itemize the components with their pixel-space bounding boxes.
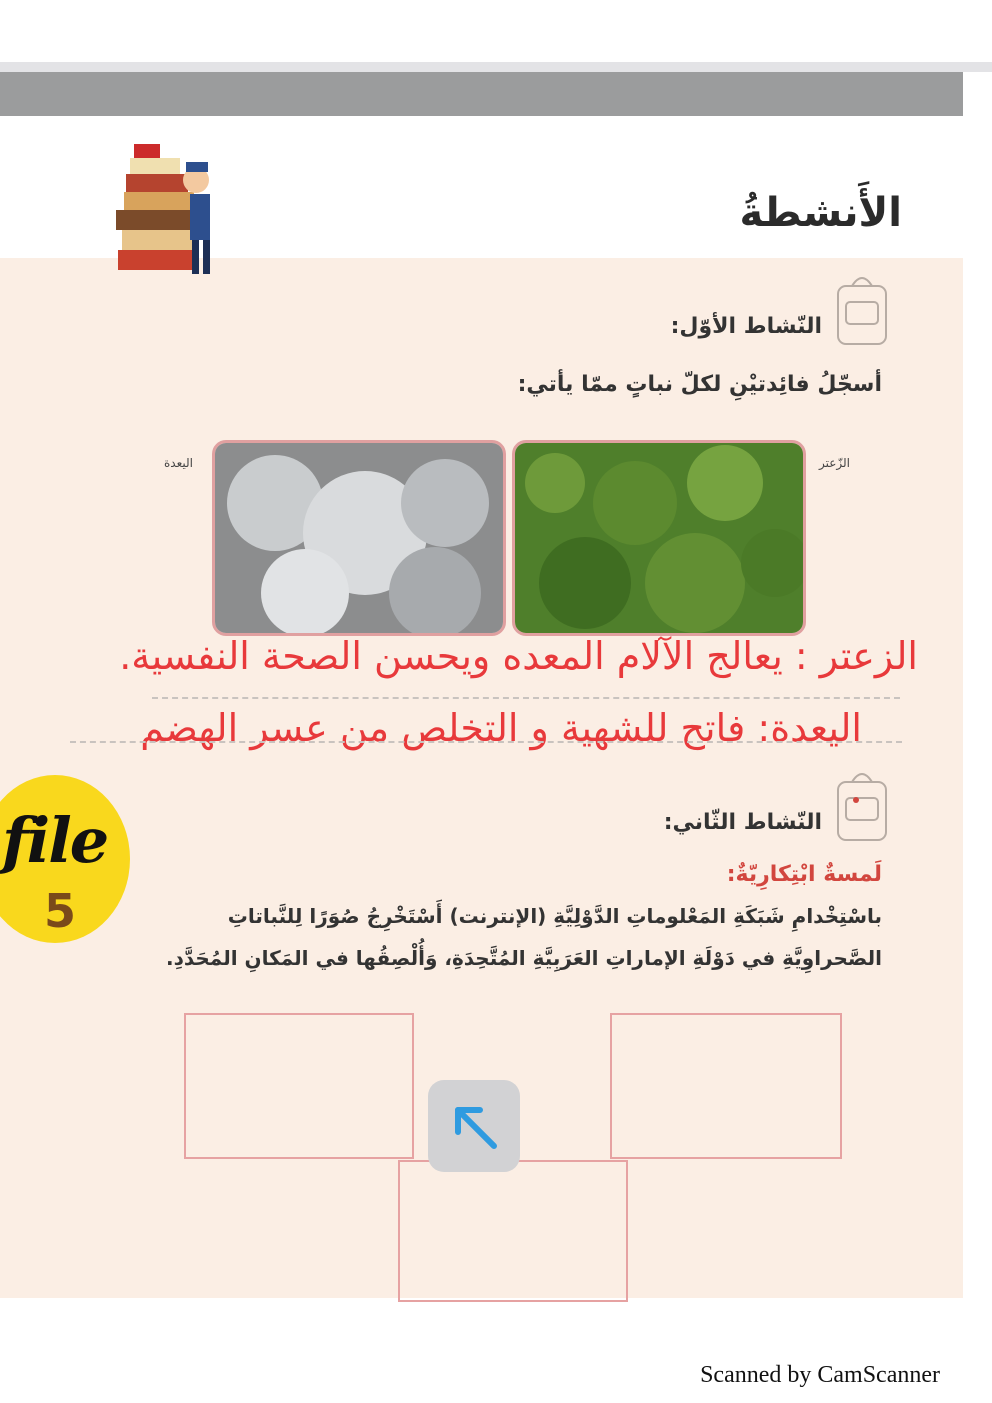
image-paste-box[interactable] [610, 1013, 842, 1159]
yaada-label: اليعدة [164, 456, 193, 470]
activity2-text-line2: الصَّحراوِيَّةِ في دَوْلَةِ الإماراتِ العَرَبِيَّةِ المُتَّحِدَةِ، وَأُلْصِقُها في المَكانِ المُحَدَّدِ. [165, 946, 882, 970]
image-paste-box[interactable] [184, 1013, 414, 1159]
activity2-text-line1: باسْتِخْدامِ شَبَكَةِ المَعْلوماتِ الدَّوْلِيَّةِ (الإنترنت) أَسْتَخْرِجُ صُوَرًا لِلنَّباتاتِ [227, 904, 882, 928]
books-illustration [108, 132, 238, 282]
arrow-up-left-icon [428, 1080, 520, 1172]
activity1-instruction: أسجّلُ فائِدتيْنِ لكلّ نباتٍ ممّا يأتي: [517, 372, 882, 397]
thyme-photo [512, 440, 806, 636]
schoolbag-icon [832, 268, 898, 348]
page-title: الأَنشطةُ [739, 190, 902, 236]
answer-line [152, 697, 900, 699]
schoolbag-icon [832, 764, 898, 844]
file-badge-number: 5 [44, 884, 77, 938]
creative-touch-heading: لَمسةٌ ابْتِكارِيّةٌ: [726, 862, 882, 887]
answer-line [70, 741, 902, 743]
answer-thyme[interactable]: الزعتر : يعالج الآلام المعده ويحسن الصحة النفسية. [119, 634, 918, 678]
file-badge-word: file [2, 804, 108, 877]
thyme-label: الزّعتر [818, 456, 850, 470]
header-bar [0, 72, 963, 116]
activity2-heading: النّشاط الثّاني: [663, 810, 822, 835]
scroll-to-top-button[interactable] [428, 1080, 520, 1172]
scanner-watermark: Scanned by CamScanner [700, 1362, 940, 1388]
top-divider [0, 62, 992, 72]
activity1-heading: النّشاط الأوّل: [670, 314, 822, 339]
answer-yaada[interactable]: اليعدة: فاتح للشهية و التخلص من عسر الهضم [140, 706, 862, 750]
image-paste-box[interactable] [398, 1160, 628, 1302]
yaada-photo [212, 440, 506, 636]
